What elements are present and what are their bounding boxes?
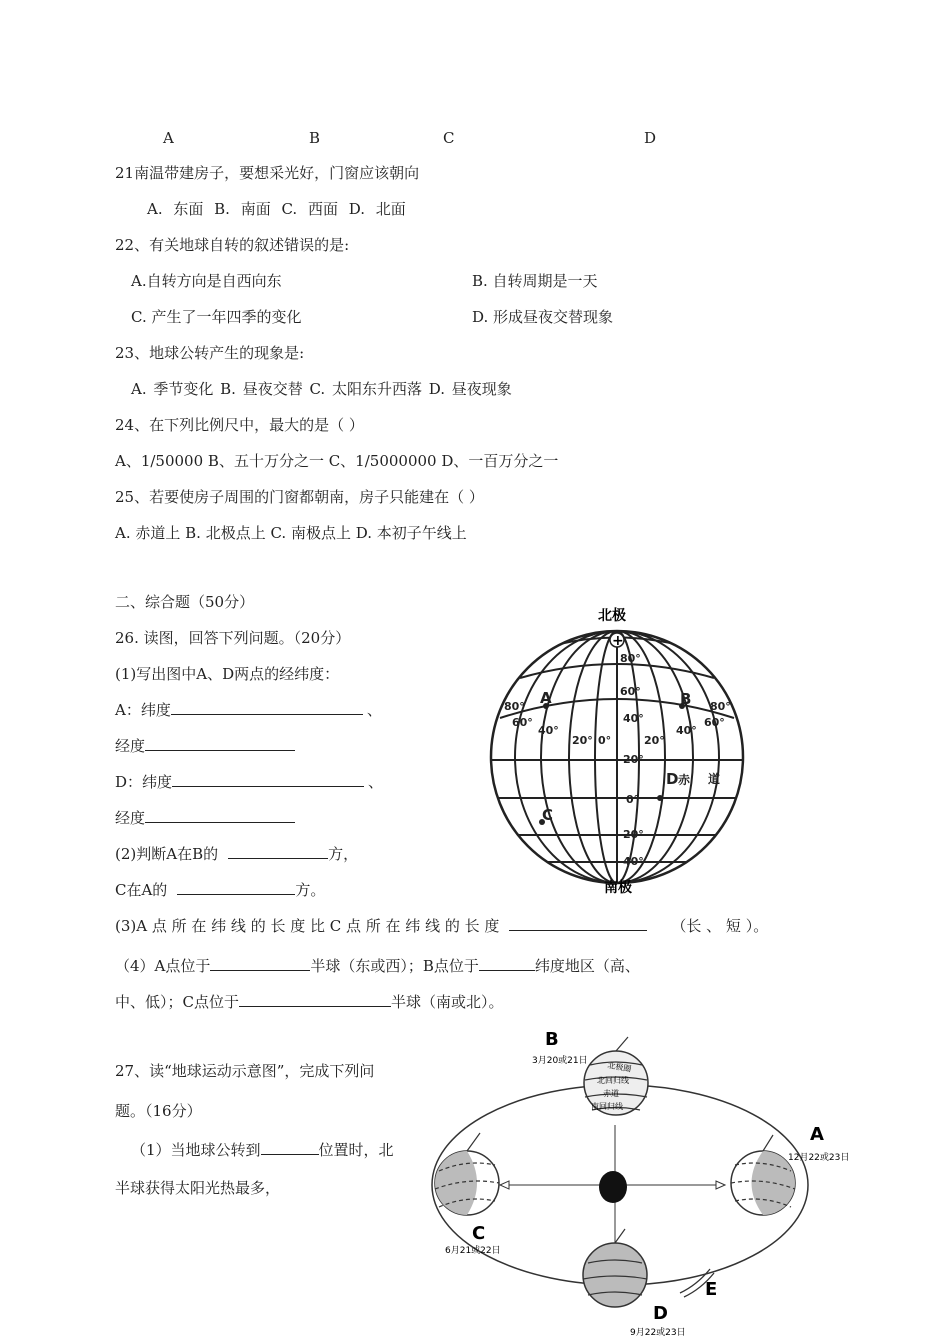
question-27-stem-line2: 题。（16分） — [115, 1102, 202, 1120]
question-22-option-d: D. 形成昼夜交替现象 — [472, 308, 614, 326]
d-longitude-row — [115, 808, 295, 828]
d-longitude-label: 经度 — [115, 809, 146, 827]
question-27-part-1-line2: 半球获得太阳光热最多， — [115, 1179, 281, 1197]
question-25-stem: 25、若要使房子周围的门窗都朝南，房子只能建在（ ） — [115, 488, 484, 506]
globe-lon-40r: 40° — [676, 724, 697, 737]
question-26-part-1: (1)写出图中A、D两点的经纬度： — [115, 665, 340, 683]
position-d-label: D — [653, 1303, 668, 1324]
question-27-stem-line1: 27、读“地球运动示意图”，完成下列问 — [115, 1062, 375, 1080]
question-22-option-c: C. 产生了一年四季的变化 — [131, 308, 302, 326]
part-4-d: 中、低）；C点位于 — [115, 993, 239, 1011]
part-2b-suffix: 方。 — [295, 881, 326, 899]
point-b-label: B — [680, 690, 692, 708]
globe-lat-60: 60° — [620, 685, 641, 698]
point-d-dot — [657, 795, 663, 801]
part-2b-prefix: C在A的 — [115, 881, 168, 899]
question-24-options: A、1/50000 B、五十万分之一 C、1/5000000 D、一百万分之一 — [115, 452, 559, 470]
question-26-stem: 26. 读图，回答下列问题。（20分） — [115, 629, 351, 647]
a-latitude-blank[interactable] — [171, 700, 363, 715]
globe-lat-40: 40° — [623, 712, 644, 725]
question-23-stem: 23、地球公转产生的现象是: — [115, 344, 305, 362]
a-latitude-label: A：纬度 — [115, 701, 171, 719]
position-e-label: E — [705, 1279, 718, 1300]
question-21-options: A. 东面 B. 南面 C. 西面 D. 北面 — [147, 200, 406, 218]
a-longitude-blank[interactable] — [145, 736, 295, 751]
question-26-part-4-line1 — [115, 956, 640, 976]
globe-lon-60l: 60° — [512, 716, 533, 729]
top-label-a: A — [163, 129, 174, 147]
a-latitude-row — [115, 700, 382, 720]
position-a-label: A — [810, 1124, 824, 1145]
question-22-stem: 22、有关地球自转的叙述错误的是: — [115, 236, 350, 254]
globe-south-label: 南极 — [604, 880, 632, 896]
b-label-2: 北回归线 — [597, 1076, 629, 1085]
part-4-hemisphere-blank[interactable] — [210, 956, 310, 971]
top-label-d: D — [644, 129, 657, 147]
earth-position-c — [435, 1133, 499, 1215]
b-label-4: 南回归线 — [591, 1102, 623, 1111]
part-4-c: 纬度地区（高、 — [534, 957, 640, 975]
equator-label-2: 道 — [708, 772, 721, 786]
part-2a-prefix: (2)判断A在B的 — [115, 845, 219, 863]
position-a-date: 12月22或23日 — [788, 1153, 850, 1163]
globe-lon-80l: 80° — [504, 700, 525, 713]
question-23-options: A. 季节变化 B. 昼夜交替 C. 太阳东升西落 D. 昼夜现象 — [131, 380, 512, 398]
earth-position-a — [731, 1135, 795, 1215]
position-c-label: C — [472, 1223, 486, 1244]
position-d-date: 9月22或23日 — [630, 1328, 686, 1338]
d-latitude-label: D：纬度 — [115, 773, 173, 791]
globe-lon-80r: 80° — [710, 700, 731, 713]
point-c-label: C — [542, 806, 554, 824]
part-3-prefix: (3)A 点 所 在 纬 线 的 长 度 比 C 点 所 在 纬 线 的 长 度 — [115, 917, 500, 935]
top-label-c: C — [443, 129, 455, 147]
part-2b-blank[interactable] — [177, 880, 295, 895]
part-3-blank[interactable] — [509, 916, 647, 931]
part-1-prefix: （1）当地球公转到 — [131, 1141, 261, 1159]
globe-north-label: 北极 — [598, 608, 626, 624]
a-longitude-row — [115, 736, 295, 756]
comma: 、 — [366, 701, 382, 719]
position-b-label: B — [545, 1029, 559, 1050]
globe-lat-s40: 40° — [623, 855, 644, 868]
part-4-a: （4）A点位于 — [115, 957, 211, 975]
question-25-options: A. 赤道上 B. 北极点上 C. 南极点上 D. 本初子午线上 — [115, 524, 467, 542]
section-2-title: 二、综合题（50分） — [115, 593, 255, 611]
question-21-stem: 21南温带建房子，要想采光好，门窗应该朝向 — [115, 164, 420, 182]
globe-lon-20l: 20° — [572, 734, 593, 747]
question-26-part-2a — [115, 844, 358, 864]
globe-lon-40l: 40° — [538, 724, 559, 737]
part-2a-blank[interactable] — [228, 844, 328, 859]
question-22-option-a: A.自转方向是自西向东 — [131, 272, 282, 290]
globe-diagram — [480, 600, 750, 900]
part-4-ns-blank[interactable] — [239, 992, 391, 1007]
point-d-label: D — [666, 770, 679, 788]
question-26-part-3 — [115, 916, 768, 936]
part-4-e: 半球（南或北）。 — [390, 993, 504, 1011]
b-label-1: 北极圈 — [606, 1060, 632, 1074]
globe-lon-60r: 60° — [704, 716, 725, 729]
part-1-position-blank[interactable] — [261, 1140, 319, 1155]
part-1-suffix: 位置时，北 — [318, 1141, 394, 1159]
d-latitude-blank[interactable] — [172, 772, 364, 787]
position-b-date: 3月20或21日 — [532, 1056, 588, 1066]
a-longitude-label: 经度 — [115, 737, 146, 755]
position-c-date: 6月21或22日 — [445, 1246, 501, 1256]
question-22-option-b: B. 自转周期是一天 — [472, 272, 598, 290]
question-26-part-2b — [115, 880, 325, 900]
top-label-b: B — [309, 129, 321, 147]
globe-lat-s20: 20° — [623, 828, 644, 841]
b-label-3: 赤道 — [603, 1089, 619, 1098]
part-4-b: 半球（东或西）；B点位于 — [310, 957, 479, 975]
question-26-part-4-line2 — [115, 992, 504, 1012]
question-27-part-1 — [131, 1140, 394, 1160]
sun — [599, 1171, 627, 1203]
equator-label-1: 赤 — [678, 773, 691, 787]
part-4-latitude-blank[interactable] — [479, 956, 535, 971]
globe-lon-0: 0° — [598, 734, 612, 747]
earth-position-b — [584, 1037, 648, 1115]
comma: 、 — [368, 773, 384, 791]
question-24-stem: 24、在下列比例尺中，最大的是（ ） — [115, 416, 364, 434]
north-pole-plus: + — [612, 633, 624, 649]
globe-lat-80: 80° — [620, 652, 641, 665]
d-latitude-row — [115, 772, 383, 792]
earth-orbit-diagram — [425, 1025, 865, 1340]
point-a-label: A — [540, 689, 552, 707]
d-longitude-blank[interactable] — [145, 808, 295, 823]
globe-lat-0: 0° — [626, 793, 640, 806]
part-2a-suffix: 方， — [328, 845, 359, 863]
part-3-suffix: （长 、 短 ）。 — [671, 917, 769, 935]
globe-lat-20: 20° — [623, 753, 644, 766]
globe-lon-20r: 20° — [644, 734, 665, 747]
